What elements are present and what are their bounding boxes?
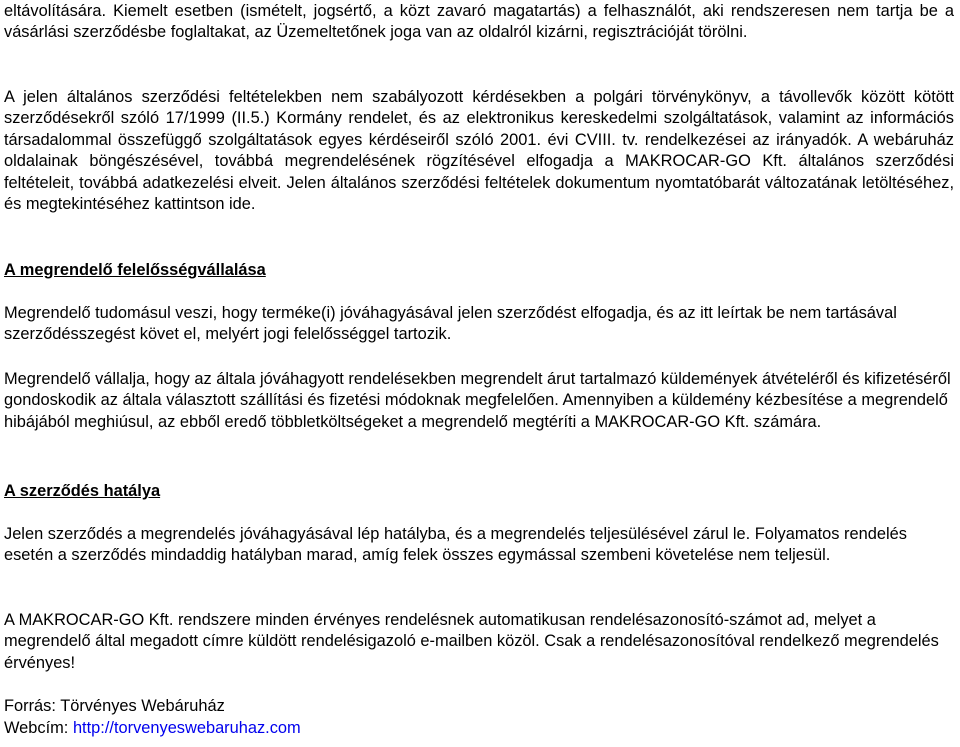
section-heading-responsibility: A megrendelő felelősségvállalása bbox=[4, 261, 266, 279]
web-link[interactable]: http://torvenyeswebaruhaz.com bbox=[72, 719, 301, 737]
web-line bbox=[4, 718, 954, 739]
responsibility-paragraph-2: Megrendelő vállalja, hogy az általa jóváhagyott rendelésekben megrendelt árut tartalmazó küldemények átvételéről és kifizetéséről gondoskodik az általa választott szállítási és fizetési módoknak megfelelően. Amennyiben a küldemény kézbesítése a megrendelő hibájából meghiúsul, az ebből eredő többletköltségeket a megrendelő megtéríti a MAKROCAR-GO Kft. számára. bbox=[4, 370, 951, 431]
law-paragraph: A jelen általános szerződési feltételekben nem szabályozott kérdésekben a polgári törvénykönyv, a távollevők között kötött szerződésekről szóló 17/1999 (II.5.) Kormány rendelet, és az elektronikus kereskedelmi szolgáltatások, valamint az információs társadalommal összefüggő szolgáltatások egyes kérdéseiről szóló 2001. évi CVIII. tv. rendelkezései az irányadók. A webáruház oldalainak böngészésével, továbbá megrendelésének rögzítésével elfogadja a MAKROCAR-GO Kft. általános szerződési feltételeit, továbbá adatkezelési elveit. Jelen általános szerződési feltételek dokumentum nyomtatóbarát változatának letöltéséhez, és megtekintéséhez kattintson ide. bbox=[4, 88, 954, 214]
web-label: Webcím: bbox=[4, 719, 69, 737]
section-heading-effect: A szerződés hatálya bbox=[4, 482, 161, 500]
effect-paragraph-1: Jelen szerződés a megrendelés jóváhagyásával lép hatályba, és a megrendelés teljesülésével zárul le. Folyamatos rendelés esetén a szerződés mindaddig hatályban marad, amíg felek összes egymással szembeni követelése nem teljesül. bbox=[4, 525, 907, 565]
source-label: Forrás: bbox=[4, 697, 56, 715]
source-line bbox=[4, 696, 954, 717]
source-value: Törvényes Webáruház bbox=[60, 697, 225, 715]
intro-paragraph: eltávolítására. Kiemelt esetben (ismételt, jogsértő, a közt zavaró magatartás) a felhasználót, aki rendszeresen nem tartja be a vásárlási szerződésbe foglaltakat, az Üzemeltetőnek joga van az oldalról kizárni, regisztrációját törölni. bbox=[4, 2, 954, 42]
effect-paragraph-2: A MAKROCAR-GO Kft. rendszere minden érvényes rendelésnek automatikusan rendelésazonosító-számot ad, melyet a megrendelő által megadott címre küldött rendelésigazoló e-mailben közöl. Csak a rendelésazonosítóval rendelkező megrendelés érvényes! bbox=[4, 611, 939, 672]
responsibility-paragraph-1: Megrendelő tudomásul veszi, hogy terméke(i) jóváhagyásával jelen szerződést elfogadja, és az itt leírtak be nem tartásával szerződésszegést követ el, melyért jogi felelősséggel tartozik. bbox=[4, 304, 897, 344]
